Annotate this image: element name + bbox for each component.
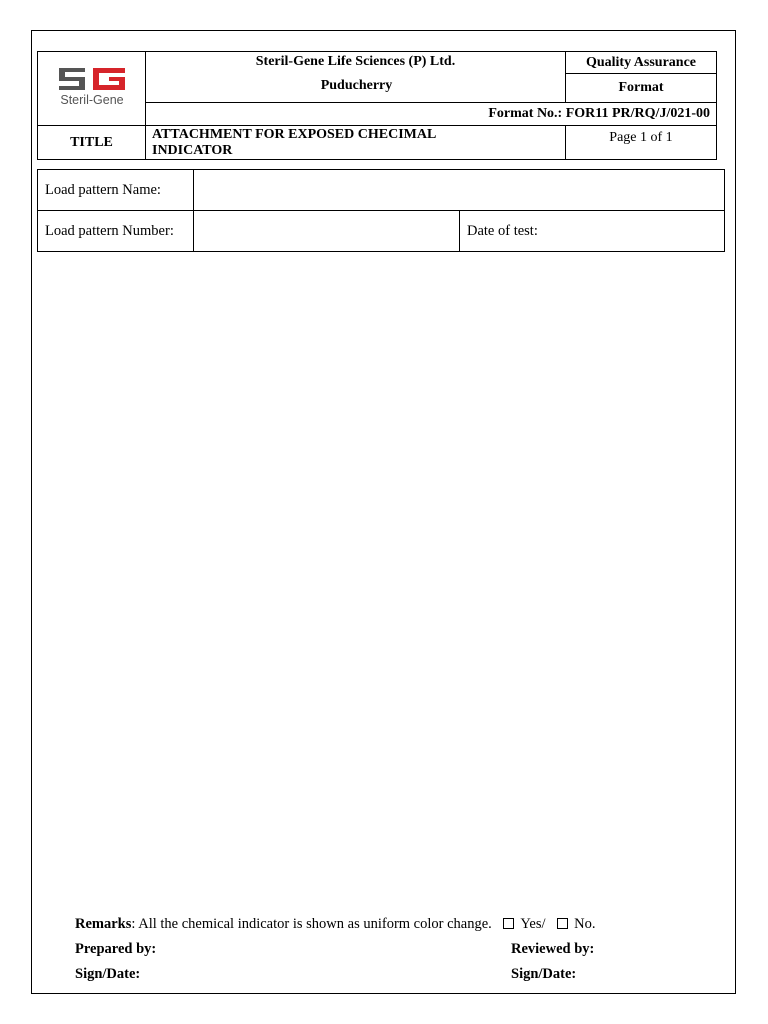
title-label: TITLE	[38, 126, 146, 160]
load-number-field[interactable]	[194, 211, 460, 252]
prepared-row	[75, 937, 695, 962]
format-number: Format No.: FOR11 PR/RQ/J/021-00	[146, 103, 717, 126]
sign-date-left: Sign/Date:	[75, 966, 141, 982]
date-of-test-label: Date of test:	[467, 222, 538, 239]
logo-cell	[38, 52, 146, 126]
prepared-by-label: Prepared by:	[75, 941, 157, 957]
sign-row	[75, 962, 695, 987]
sign-date-right: Sign/Date:	[511, 966, 577, 982]
no-checkbox[interactable]	[557, 918, 568, 929]
title-line-2: INDICATOR	[152, 142, 233, 158]
load-table	[37, 169, 725, 252]
remarks-label: Remarks	[75, 916, 132, 932]
no-label: No.	[574, 916, 596, 932]
page-number: Page 1 of 1	[566, 126, 717, 160]
logo-wordmark: Steril-Gene	[59, 93, 124, 107]
company-name: Steril-Gene Life Sciences (P) Ltd.	[146, 52, 566, 103]
remarks-text: : All the chemical indicator is shown as uniform color change.	[131, 916, 492, 932]
document-title	[146, 126, 566, 160]
footer	[75, 912, 695, 987]
dept-label: Quality Assurance	[566, 52, 717, 74]
steril-gene-logo	[49, 64, 135, 108]
load-name-field[interactable]	[194, 170, 725, 211]
title-line-1: ATTACHMENT FOR EXPOSED CHECIMAL	[152, 126, 437, 142]
doc-type: Format	[566, 74, 717, 103]
remarks-row	[75, 912, 695, 937]
reviewed-by-label: Reviewed by:	[511, 941, 595, 957]
header-table	[37, 51, 717, 160]
date-of-test-field[interactable]	[460, 211, 725, 252]
city-name: Puducherry	[320, 78, 393, 93]
yes-checkbox[interactable]	[503, 918, 514, 929]
yes-label: Yes/	[520, 916, 546, 932]
load-name-label: Load pattern Name:	[38, 170, 194, 211]
load-number-label: Load pattern Number:	[38, 211, 194, 252]
